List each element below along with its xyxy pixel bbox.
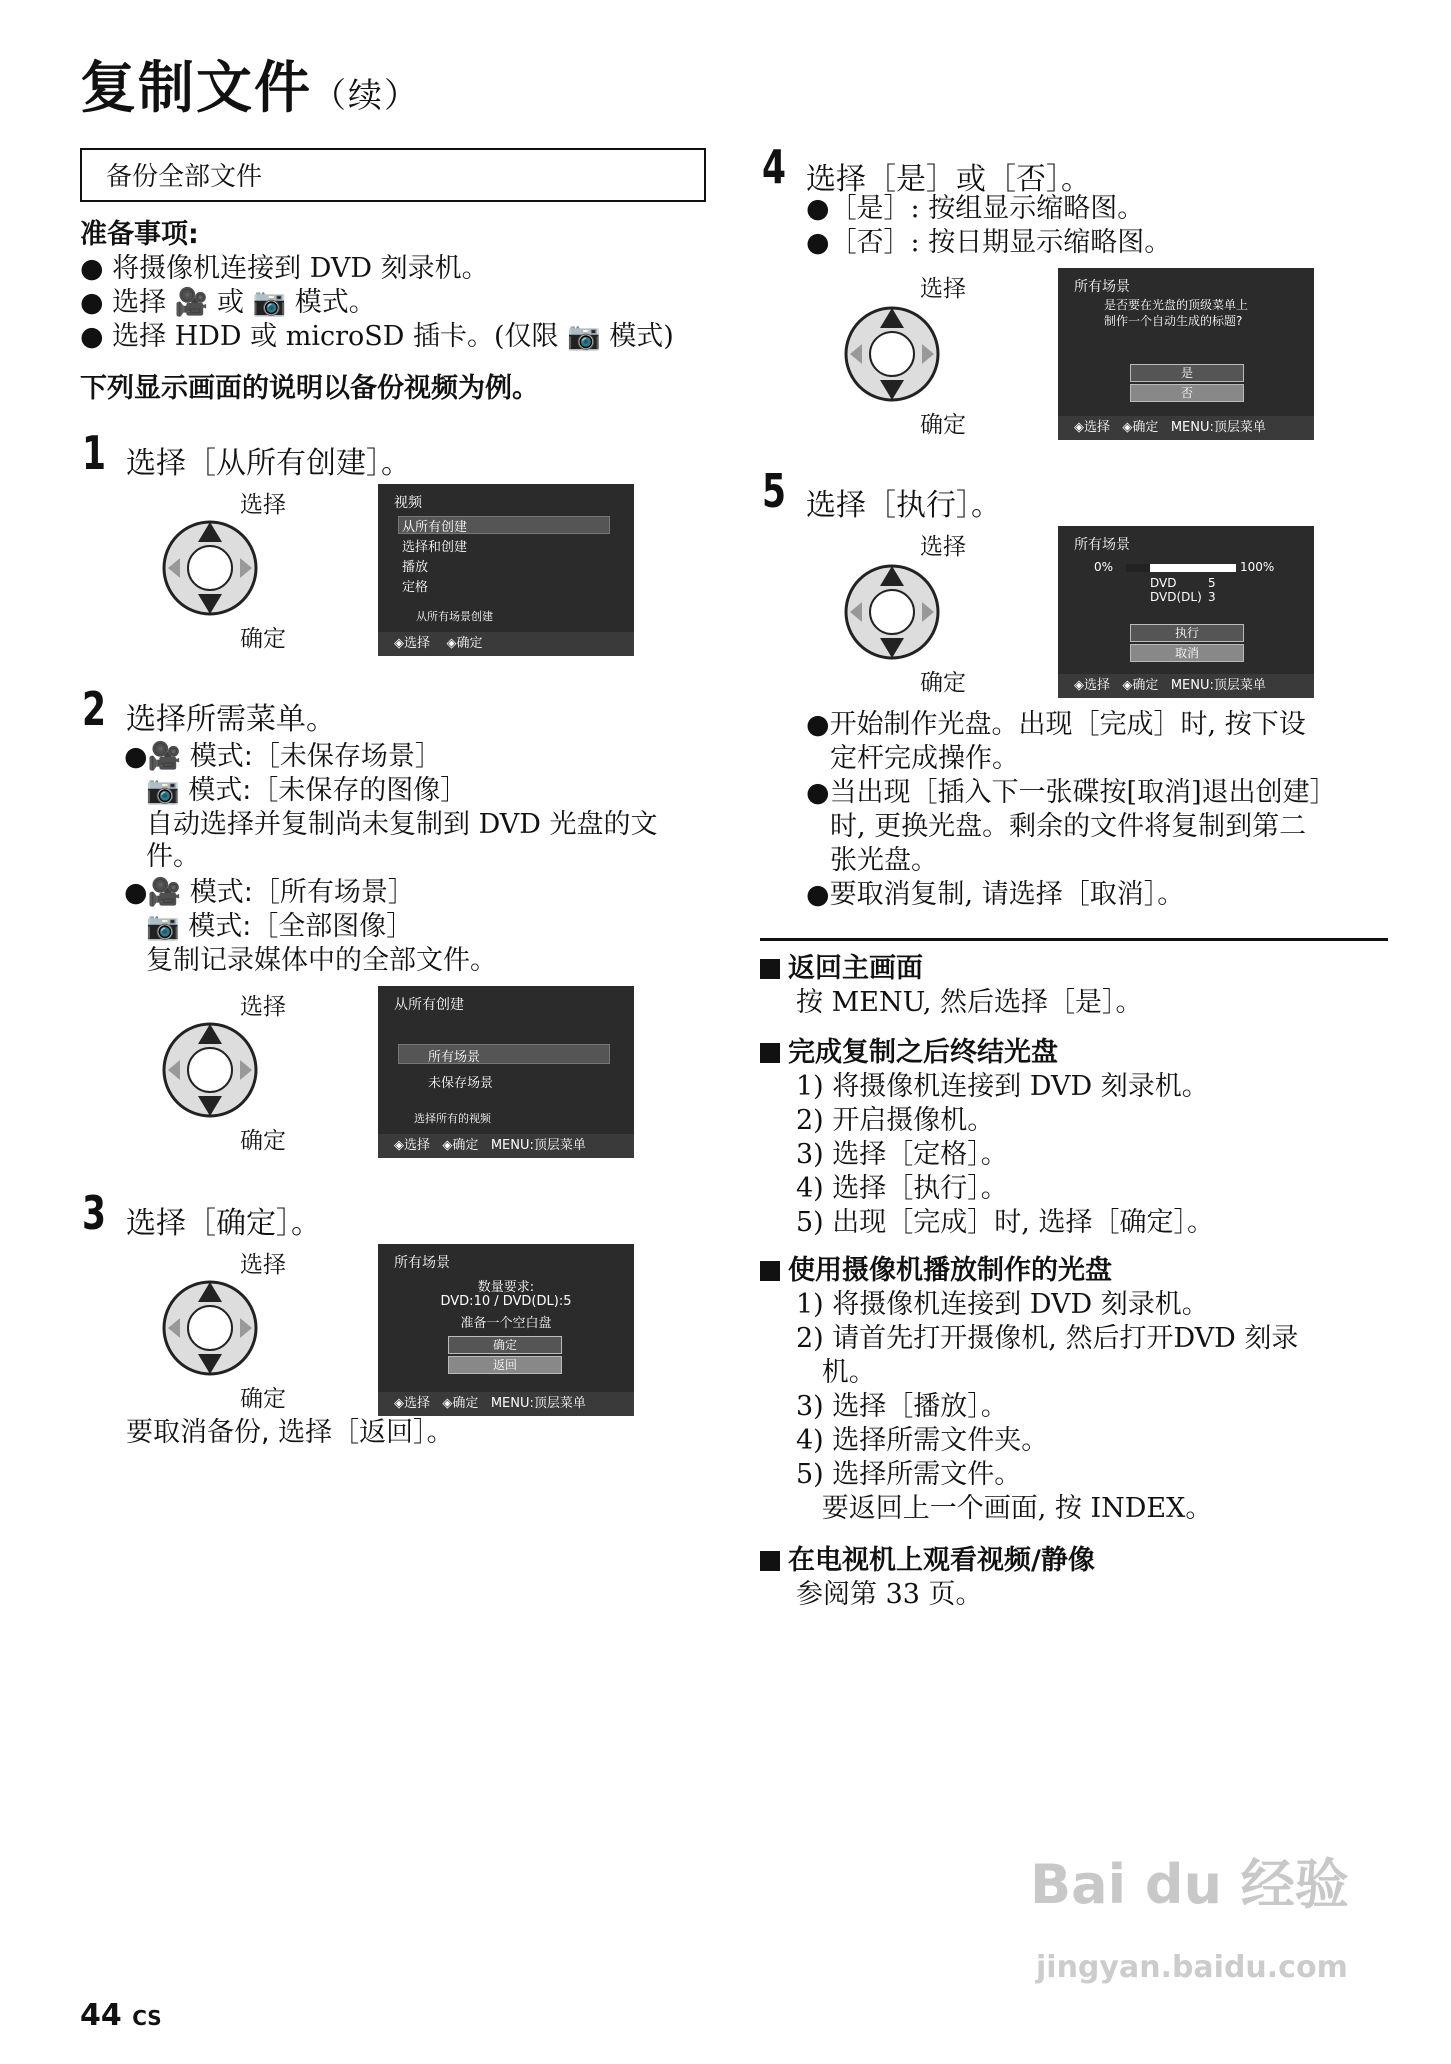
step-3-note: 要取消备份, 选择［返回］。 <box>126 1417 454 1448</box>
prep-item-text: 选择 HDD 或 microSD 插卡。(仅限 📷 模式) <box>112 321 674 352</box>
progress-fill <box>1126 564 1150 572</box>
page-lang: CS <box>132 2006 162 2030</box>
back-option[interactable]: 返回 <box>448 1356 562 1374</box>
foot-confirm: 确定 <box>452 1138 479 1153</box>
step-2-desc: 自动选择并复制尚未复制到 DVD 光盘的文 <box>146 809 658 840</box>
foot-menu: MENU:顶层菜单 <box>490 1396 586 1411</box>
dial-confirm-label: 确定 <box>240 626 286 652</box>
section-heading <box>760 1544 1095 1578</box>
section-heading-text: 使用摄像机播放制作的光盘 <box>788 1255 1112 1286</box>
progress-end-label: 100% <box>1240 560 1275 574</box>
step-2-desc: 复制记录媒体中的全部文件。 <box>146 945 497 976</box>
screen-footer: ◈选择 ◈确定 MENU:顶层菜单 <box>378 1392 634 1416</box>
watermark-logo: Bai du 经验 <box>1030 1853 1349 1916</box>
section-heading-text: 完成复制之后终结光盘 <box>788 1037 1058 1068</box>
list-item: 1) 将摄像机连接到 DVD 刻录机。 <box>796 1289 1209 1320</box>
foot-select: 选择 <box>1084 678 1111 693</box>
foot-confirm: 确定 <box>452 1396 479 1411</box>
dial-confirm-label: 确定 <box>920 412 966 438</box>
page-title <box>80 44 420 124</box>
dial-confirm-label: 确定 <box>920 670 966 696</box>
prep-item-text: 将摄像机连接到 DVD 刻录机。 <box>112 253 489 284</box>
screen-footer: ◈选择 ◈确定 MENU:顶层菜单 <box>378 1134 634 1158</box>
list-item: 5) 选择所需文件。 <box>796 1459 1022 1490</box>
bullet-text: 🎥 模式:［所有场景］ <box>147 877 415 908</box>
dial-confirm-label: 确定 <box>240 1128 286 1154</box>
foot-confirm: 确定 <box>1132 678 1159 693</box>
bullet-text: ［是］: 按组显示缩略图。 <box>829 193 1145 224</box>
section-heading-text: 在电视机上观看视频/静像 <box>788 1545 1095 1576</box>
dial-select-label: 选择 <box>240 492 286 518</box>
step-2-bullet: ●🎥 模式:［未保存场景］ <box>124 741 442 772</box>
prep-item: ● 选择 🎥 或 📷 模式。 <box>80 287 376 318</box>
step-4-bullet: ●［否］: 按日期显示缩略图。 <box>806 227 1172 258</box>
control-dial-icon <box>160 1278 260 1378</box>
screen-footer: ◈选择 ◈确定 MENU:顶层菜单 <box>1058 416 1314 440</box>
bullet-text: 当出现［插入下一张碟按[取消]退出创建］ <box>829 777 1337 808</box>
prep-item: ● 选择 HDD 或 microSD 插卡。(仅限 📷 模式) <box>80 321 674 352</box>
step-5-bullet: ●要取消复制, 请选择［取消］。 <box>806 879 1185 910</box>
screen-text: 制作一个自动生成的标题? <box>1104 314 1243 328</box>
step-3-title: 选择［确定］。 <box>126 1206 321 1241</box>
list-item: 2) 开启摄像机。 <box>796 1105 995 1136</box>
page-number <box>80 1998 162 2033</box>
dvd-dl-count: 3 <box>1208 590 1216 604</box>
foot-select: 选择 <box>404 1138 431 1153</box>
bullet-text: 🎥 模式:［未保存场景］ <box>147 741 442 772</box>
list-item: 1) 将摄像机连接到 DVD 刻录机。 <box>796 1071 1209 1102</box>
screen-menu-item[interactable]: 播放 <box>402 560 429 575</box>
list-item: 4) 选择［执行］。 <box>796 1173 1008 1204</box>
list-item: 机。 <box>796 1357 876 1388</box>
foot-confirm: 确定 <box>456 636 483 651</box>
square-bullet-icon <box>760 959 780 979</box>
execute-option[interactable]: 执行 <box>1130 624 1244 642</box>
step-4-number: 4 <box>762 140 787 194</box>
foot-confirm: 确定 <box>1132 420 1159 435</box>
bullet-text: 要取消复制, 请选择［取消］。 <box>829 879 1185 910</box>
step-2-desc: 件。 <box>146 841 200 872</box>
foot-menu: MENU:顶层菜单 <box>1170 678 1266 693</box>
screen-text: 准备一个空白盘 <box>460 1316 552 1331</box>
screen-header: 视频 <box>394 495 422 511</box>
title-suffix: （续） <box>312 76 420 116</box>
screen-footer: ◈选择 ◈确定 <box>378 632 634 656</box>
dial-confirm-label: 确定 <box>240 1386 286 1412</box>
step-2-title: 选择所需菜单。 <box>126 702 336 737</box>
foot-menu: MENU:顶层菜单 <box>1170 420 1266 435</box>
no-option[interactable]: 否 <box>1130 384 1244 402</box>
step-2-line: 📷 模式:［全部图像］ <box>146 911 414 942</box>
screen-menu-item[interactable]: 选择和创建 <box>402 540 468 555</box>
step-4-title: 选择［是］或［否］。 <box>806 162 1091 197</box>
section-heading <box>760 952 923 986</box>
step-5-line: 张光盘。 <box>830 845 938 876</box>
step-3-number: 3 <box>82 1186 107 1240</box>
step-1-number: 1 <box>82 426 107 480</box>
foot-menu: MENU:顶层菜单 <box>490 1138 586 1153</box>
section-heading <box>760 1036 1058 1070</box>
prep-item-text: 选择 🎥 或 📷 模式。 <box>112 287 376 318</box>
cancel-option[interactable]: 取消 <box>1130 644 1244 662</box>
dial-select-label: 选择 <box>240 994 286 1020</box>
foot-select: 选择 <box>1084 420 1111 435</box>
progress-start-label: 0% <box>1094 560 1114 574</box>
step-5-line: 时, 更换光盘。剩余的文件将复制到第二 <box>830 811 1307 842</box>
foot-select: 选择 <box>404 636 431 651</box>
foot-select: 选择 <box>404 1396 431 1411</box>
screen-header: 所有场景 <box>394 1255 450 1271</box>
control-dial-icon <box>160 518 260 618</box>
screen-text: 数量要求: <box>477 1280 535 1295</box>
step-5-number: 5 <box>762 464 787 518</box>
screen-text: 是否要在光盘的顶级菜单上 <box>1104 298 1249 312</box>
list-item: 3) 选择［定格］。 <box>796 1139 1008 1170</box>
progress-bar <box>1126 564 1236 572</box>
control-dial-icon <box>160 1020 260 1120</box>
prep-item: ● 将摄像机连接到 DVD 刻录机。 <box>80 253 489 284</box>
screen-text: DVD:10 / DVD(DL):5 <box>440 1294 572 1309</box>
screen-hint: 从所有场景创建 <box>416 610 493 623</box>
square-bullet-icon <box>760 1261 780 1281</box>
section-heading <box>760 1254 1112 1288</box>
screen-hint: 选择所有的视频 <box>414 1112 491 1125</box>
watermark-url: jingyan.baidu.com <box>1036 1950 1348 1985</box>
page-number-value: 44 <box>80 1998 122 2033</box>
bullet-text: 开始制作光盘。出现［完成］时, 按下设 <box>829 709 1306 740</box>
prep-note: 下列显示画面的说明以备份视频为例。 <box>80 373 539 404</box>
square-bullet-icon <box>760 1043 780 1063</box>
step-5-bullet: ●当出现［插入下一张碟按[取消]退出创建］ <box>806 777 1337 808</box>
step-5-line: 定杆完成操作。 <box>830 743 1019 774</box>
screen-footer: ◈选择 ◈确定 MENU:顶层菜单 <box>1058 674 1314 698</box>
screen-header: 所有场景 <box>1074 537 1130 553</box>
dial-select-label: 选择 <box>920 276 966 302</box>
square-bullet-icon <box>760 1551 780 1571</box>
screen-menu-item[interactable]: 定格 <box>402 580 429 595</box>
section-heading-text: 返回主画面 <box>788 953 923 984</box>
dvd-dl-label: DVD(DL) <box>1150 590 1202 604</box>
step-5-title: 选择［执行］。 <box>806 488 1001 523</box>
step-2-number: 2 <box>82 682 107 736</box>
title-text: 复制文件 <box>80 56 312 121</box>
dvd-label: DVD <box>1150 576 1177 590</box>
control-dial-icon <box>842 562 942 662</box>
bullet-text: ［否］: 按日期显示缩略图。 <box>829 227 1172 258</box>
step-1-title: 选择［从所有创建］。 <box>126 446 411 481</box>
section-text: 参阅第 33 页。 <box>796 1579 983 1610</box>
menu-screen-1 <box>378 484 634 656</box>
list-item: 5) 出现［完成］时, 选择［确定］。 <box>796 1207 1214 1238</box>
list-item: 3) 选择［播放］。 <box>796 1391 1008 1422</box>
list-item: 2) 请首先打开摄像机, 然后打开DVD 刻录 <box>796 1323 1299 1354</box>
step-5-bullet: ●开始制作光盘。出现［完成］时, 按下设 <box>806 709 1306 740</box>
menu-screen-4 <box>1058 268 1314 440</box>
list-item: 要返回上一个画面, 按 INDEX。 <box>796 1493 1213 1524</box>
section-text: 按 MENU, 然后选择［是］。 <box>796 987 1143 1018</box>
section-divider <box>760 938 1388 941</box>
confirm-option[interactable]: 确定 <box>448 1336 562 1354</box>
step-2-bullet: ●🎥 模式:［所有场景］ <box>124 877 415 908</box>
screen-header: 所有场景 <box>1074 279 1130 295</box>
menu-screen-3 <box>378 1244 634 1416</box>
dial-select-label: 选择 <box>920 534 966 560</box>
dial-select-label: 选择 <box>240 1252 286 1278</box>
yes-option[interactable]: 是 <box>1130 364 1244 382</box>
section-box-title: 备份全部文件 <box>80 148 706 202</box>
list-item: 4) 选择所需文件夹。 <box>796 1425 1049 1456</box>
screen-menu-item[interactable]: 未保存场景 <box>428 1076 494 1091</box>
step-4-bullet: ●［是］: 按组显示缩略图。 <box>806 193 1145 224</box>
screen-menu-item[interactable]: 所有场景 <box>428 1050 481 1065</box>
menu-screen-2 <box>378 986 634 1158</box>
prep-heading: 准备事项: <box>80 219 199 250</box>
step-2-line: 📷 模式:［未保存的图像］ <box>146 775 468 806</box>
dvd-count: 5 <box>1208 576 1216 590</box>
control-dial-icon <box>842 304 942 404</box>
screen-header: 从所有创建 <box>394 997 464 1013</box>
menu-screen-5 <box>1058 526 1314 698</box>
screen-menu-item[interactable]: 从所有创建 <box>402 520 468 535</box>
